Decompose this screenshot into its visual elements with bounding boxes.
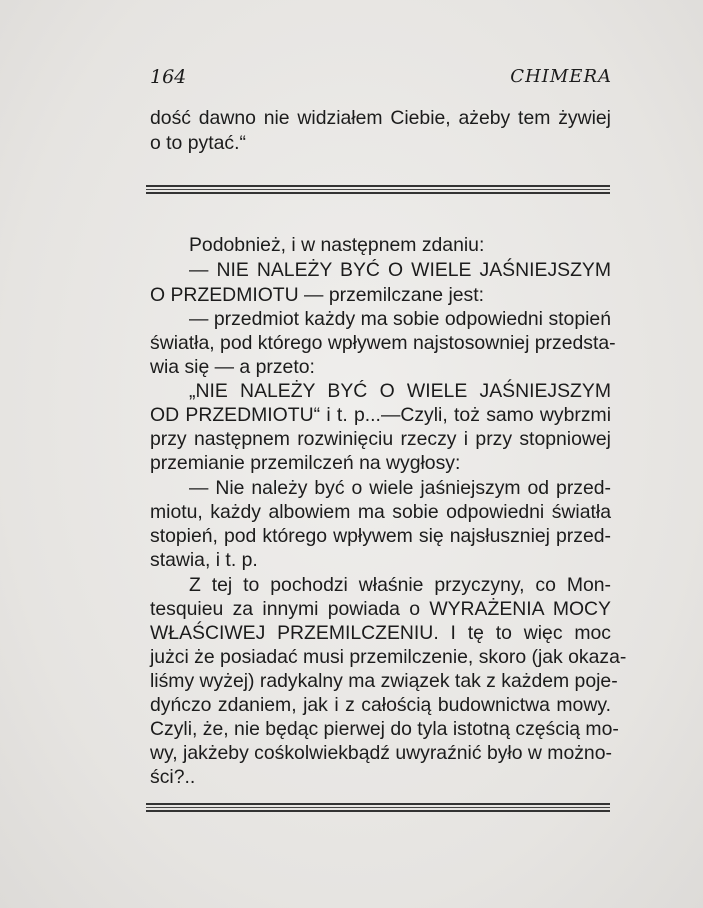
text-line: Z tej to pochodzi właśnie przyczyny, co Mon- — [189, 574, 611, 596]
page-number: 164 — [150, 66, 187, 88]
text-line: „NIE NALEŻY BYĆ O WIELE JAŚNIEJSZYM — [189, 380, 611, 402]
text-line: Czyli, że, nie będąc pierwej do tyla istotną częścią mo- — [150, 718, 619, 740]
text-line: o to pytać.“ — [150, 132, 246, 154]
text-line: liśmy wyżej) radykalny ma związek tak z każdem poje- — [150, 670, 618, 692]
text-line: dyńczo zdaniem, jak i z całością budownictwa mowy. — [150, 694, 611, 716]
text-line: tesquieu za innymi powiada o WYRAŻENIA MOCY — [150, 598, 611, 620]
text-line: O PRZEDMIOTU — przemilczane jest: — [150, 284, 485, 306]
text-line: Podobnież, i w następnem zdaniu: — [189, 234, 485, 256]
text-line: wy, jakżeby cośkolwiekbądź uwyraźnić było w możno- — [150, 742, 612, 764]
text-line: — NIE NALEŻY BYĆ O WIELE JAŚNIEJSZYM — [189, 259, 611, 281]
section-divider-bottom — [146, 803, 610, 812]
text-line: WŁAŚCIWEJ PRZEMILCZENIU. I tę to więc moc — [150, 622, 611, 644]
text-line: — Nie należy być o wiele jaśniejszym od przed- — [189, 477, 611, 499]
running-title: CHIMERA — [510, 66, 612, 87]
text-line: przemianie przemilczeń na wygłosy: — [150, 452, 461, 474]
text-line: dość dawno nie widziałem Ciebie, ażeby tem żywiej — [150, 107, 611, 129]
text-line: przy następnem rozwinięciu rzeczy i przy stopniowej — [150, 428, 611, 450]
text-line: miotu, każdy albowiem ma sobie odpowiedni światła — [150, 501, 611, 523]
text-line: stawia, i t. p. — [150, 549, 258, 571]
text-line: jużci że posiadać musi przemilczenie, skoro (jak okaza- — [150, 646, 627, 668]
page-header — [150, 66, 612, 92]
text-line: ści?.. — [150, 766, 196, 788]
text-line: OD PRZEDMIOTU“ i t. p...—Czyli, toż samo wybrzmi — [150, 404, 611, 426]
section-divider — [146, 185, 610, 194]
text-line: — przedmiot każdy ma sobie odpowiedni stopień — [189, 308, 611, 330]
text-line: wia się — a przeto: — [150, 356, 315, 378]
text-line: stopień, pod którego wpływem się najsłuszniej przed- — [150, 525, 611, 547]
text-line: światła, pod którego wpływem najstosowniej przedsta- — [150, 332, 616, 354]
